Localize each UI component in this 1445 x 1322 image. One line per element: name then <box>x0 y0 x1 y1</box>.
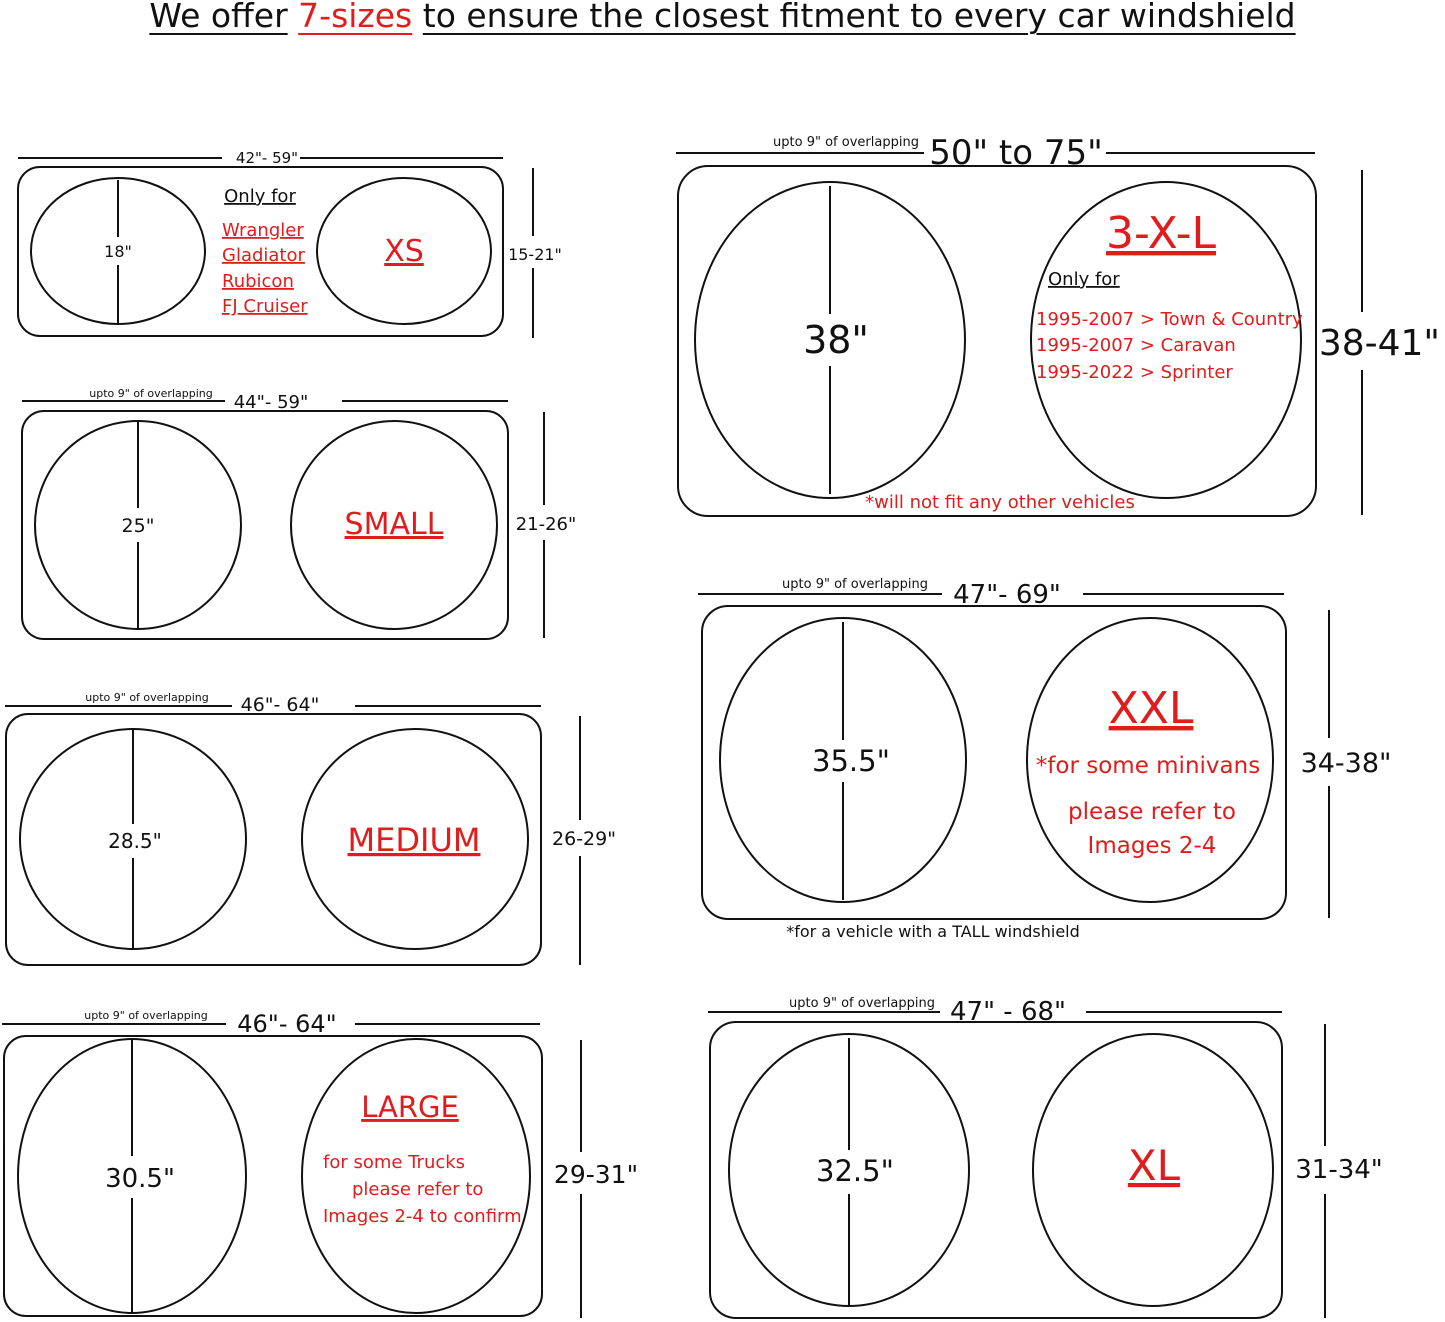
xl-outline <box>710 1022 1282 1318</box>
small-size-label: SMALL <box>344 507 444 542</box>
panel-medium-text <box>85 691 616 859</box>
panel-3xl <box>676 153 1362 516</box>
xxxl-vehicle: 1995-2007 > Caravan <box>1036 335 1236 356</box>
panel-large <box>2 1024 581 1318</box>
xxxl-vehicle: 1995-2022 > Sprinter <box>1036 362 1233 383</box>
xs-only-for: Only for <box>224 186 296 207</box>
xxl-note: please refer to <box>1068 799 1236 825</box>
small-diameter: 25" <box>121 515 155 537</box>
xxxl-vehicle: 1995-2007 > Town & Country <box>1036 309 1303 330</box>
xxxl-only-for: Only for <box>1048 269 1120 290</box>
small-width-range: 44"- 59" <box>233 392 309 413</box>
xxl-size-label: XXL <box>1108 683 1194 734</box>
xxxl-overlap-note: upto 9" of overlapping <box>773 135 919 150</box>
medium-size-label: MEDIUM <box>347 821 481 859</box>
xs-size-label: XS <box>384 234 424 269</box>
large-width-range: 46"- 64" <box>237 1010 337 1038</box>
large-note: for some Trucks <box>323 1152 466 1173</box>
xxxl-height-range: 38-41" <box>1318 323 1440 364</box>
xl-overlap-note: upto 9" of overlapping <box>789 996 935 1011</box>
xs-vehicle: Rubicon <box>222 271 294 292</box>
xxxl-width-range: 50" to 75" <box>929 133 1103 173</box>
large-height-range: 29-31" <box>553 1160 639 1189</box>
xs-diameter: 18" <box>104 242 132 261</box>
panel-xl-text <box>789 996 1383 1190</box>
xxl-diameter: 35.5" <box>812 744 890 778</box>
xl-diameter: 32.5" <box>816 1154 894 1188</box>
panel-xxl-text <box>782 577 1391 941</box>
xs-height-range: 15-21" <box>508 245 562 264</box>
xs-vehicle: Gladiator <box>222 245 305 266</box>
xxl-footnote: *for a vehicle with a TALL windshield <box>786 922 1080 941</box>
large-note: please refer to <box>352 1179 484 1200</box>
panel-xl <box>708 1012 1325 1318</box>
large-note: Images 2-4 to confirm <box>323 1206 522 1227</box>
xs-vehicle: FJ Cruiser <box>222 296 308 317</box>
title-prefix: We offer <box>149 0 288 35</box>
xxxl-size-label: 3-X-L <box>1105 208 1217 259</box>
large-diameter: 30.5" <box>105 1164 175 1194</box>
medium-overlap-note: upto 9" of overlapping <box>85 691 209 704</box>
xl-height-range: 31-34" <box>1295 1155 1383 1185</box>
xs-vehicle: Wrangler <box>222 220 304 241</box>
xl-width-range: 47" - 68" <box>950 997 1066 1027</box>
panel-large-text <box>84 1009 638 1227</box>
medium-diameter: 28.5" <box>108 829 162 853</box>
title-suffix: to ensure the closest fitment to every car windshield <box>422 0 1296 35</box>
large-right-circle <box>302 1039 530 1313</box>
medium-height-range: 26-29" <box>552 828 616 850</box>
medium-width-range: 46"- 64" <box>240 694 320 716</box>
xxl-height-range: 34-38" <box>1300 748 1392 779</box>
large-overlap-note: upto 9" of overlapping <box>84 1009 208 1022</box>
xxl-note: Images 2-4 <box>1087 833 1217 859</box>
xxxl-diameter: 38" <box>803 318 869 362</box>
xs-width-range: 42"- 59" <box>235 149 299 167</box>
large-outline <box>4 1036 542 1316</box>
panel-medium <box>5 706 580 965</box>
title-highlight: 7-sizes <box>298 0 413 35</box>
large-size-label: LARGE <box>361 1090 459 1124</box>
xxl-width-range: 47"- 69" <box>953 580 1061 610</box>
xl-size-label: XL <box>1127 1141 1181 1190</box>
xxl-note: *for some minivans <box>1035 753 1261 779</box>
small-height-range: 21-26" <box>515 514 577 535</box>
small-overlap-note: upto 9" of overlapping <box>89 387 213 400</box>
xxl-overlap-note: upto 9" of overlapping <box>782 577 928 592</box>
xxxl-footnote: *will not fit any other vehicles <box>865 492 1135 513</box>
panel-small <box>22 401 544 639</box>
